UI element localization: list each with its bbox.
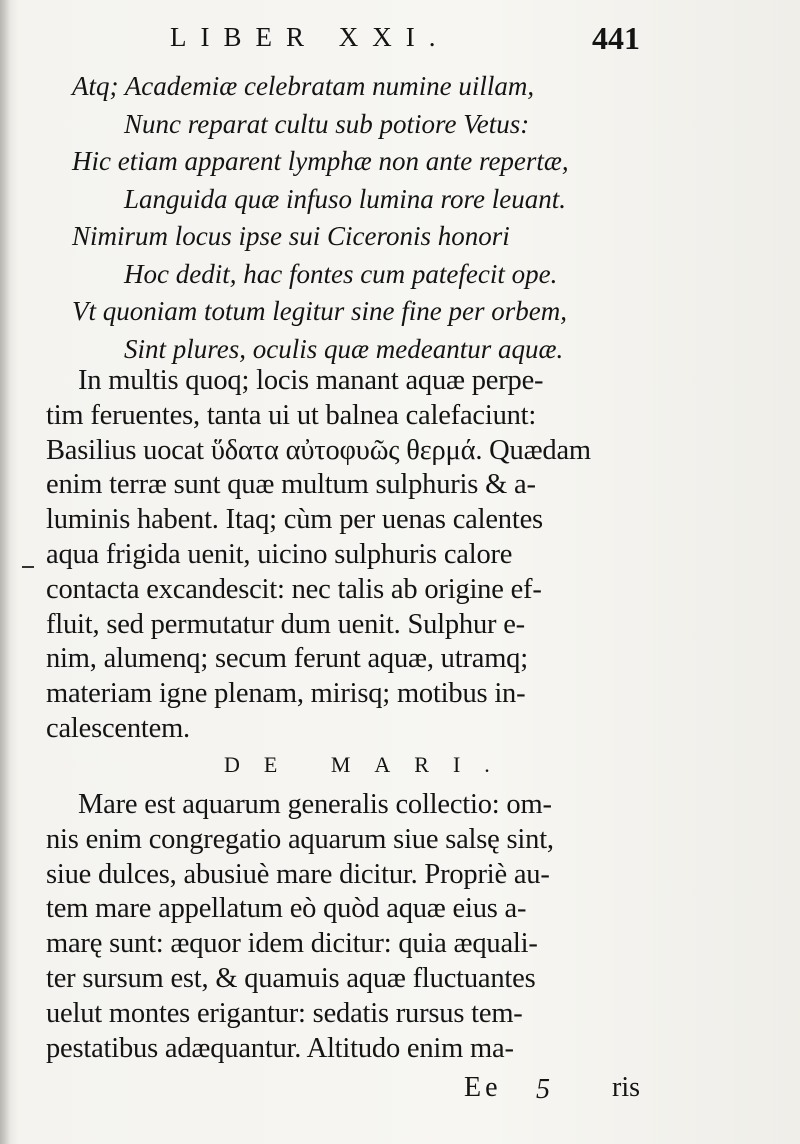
gutter-shadow <box>0 0 10 1144</box>
catchword: ris <box>612 1072 640 1103</box>
text-line: contacta excandescit: nec talis ab origine ef- <box>46 573 542 605</box>
paragraph-hot-springs <box>46 364 658 747</box>
text-line: enim terræ sunt quæ multum sulphuris & a- <box>46 469 536 501</box>
poem-line: Sint plures, oculis quæ medeantur aquæ. <box>124 333 564 364</box>
poem-line: Atq; Academiæ celebratam numine uillam, <box>72 71 535 101</box>
text-line: fluit, sed permutatur dum uenit. Sulphur e- <box>46 608 525 640</box>
poem-line: Nunc reparat cultu sub potiore Vetus: <box>124 108 530 139</box>
running-title: LIBER XXI. <box>170 22 450 52</box>
section-heading: DE MARI. <box>224 752 514 777</box>
text-line: tim feruentes, tanta ui ut balnea calefaciunt: <box>46 399 537 431</box>
page-footer <box>0 1070 800 1110</box>
text-line: materiam igne plenam, mirisq; motibus in- <box>46 678 526 710</box>
poem-line: Hic etiam apparent lymphæ non ante repertæ, <box>72 146 569 176</box>
signature-number: 5 <box>536 1074 550 1105</box>
text-line: nim, alumenq; secum ferunt aquæ, utramq; <box>46 643 528 675</box>
text-line: nis enim congregatio aquarum siue salsę sint, <box>46 823 554 855</box>
poem <box>72 68 632 368</box>
page-header <box>0 20 800 60</box>
text-line: Basilius uocat ὕδατα αὐτοφυῶς θερμά. Quædam <box>46 434 591 466</box>
text-line: pestatibus adæquantur. Altitudo enim ma- <box>46 1032 514 1064</box>
text-line: aqua frigida uenit, uicino sulphuris calore <box>46 538 513 570</box>
text-line: In multis quoq; locis manant aquæ perpe- <box>78 365 544 396</box>
poem-line: Nimirum locus ipse sui Ciceronis honori <box>72 221 510 251</box>
text-line: ter sursum est, & quamuis aquæ fluctuantes <box>46 962 536 994</box>
margin-mark <box>22 566 34 568</box>
text-line: siue dulces, abusiuè mare dicitur. Propriè au- <box>46 858 550 890</box>
text-line: uelut montes erigantur: sedatis rursus tem- <box>46 997 523 1029</box>
text-line: Mare est aquarum generalis collectio: om- <box>78 789 552 820</box>
text-line: marę sunt: æquor idem dicitur: quia æquali- <box>46 928 538 960</box>
paragraph-de-mari <box>46 788 658 1066</box>
signature-mark: Ee <box>464 1072 502 1103</box>
text-line: tem mare appellatum eò quòd aquæ eius a- <box>46 893 527 925</box>
text-line: luminis habent. Itaq; cùm per uenas calentes <box>46 504 543 536</box>
text-line: calescentem. <box>46 712 190 744</box>
page-number: 441 <box>592 20 640 56</box>
poem-line: Languida quæ infuso lumina rore leuant. <box>124 183 567 214</box>
poem-line: Hoc dedit, hac fontes cum patefecit ope. <box>124 258 558 289</box>
poem-line: Vt quoniam totum legitur sine fine per orbem, <box>72 296 567 326</box>
